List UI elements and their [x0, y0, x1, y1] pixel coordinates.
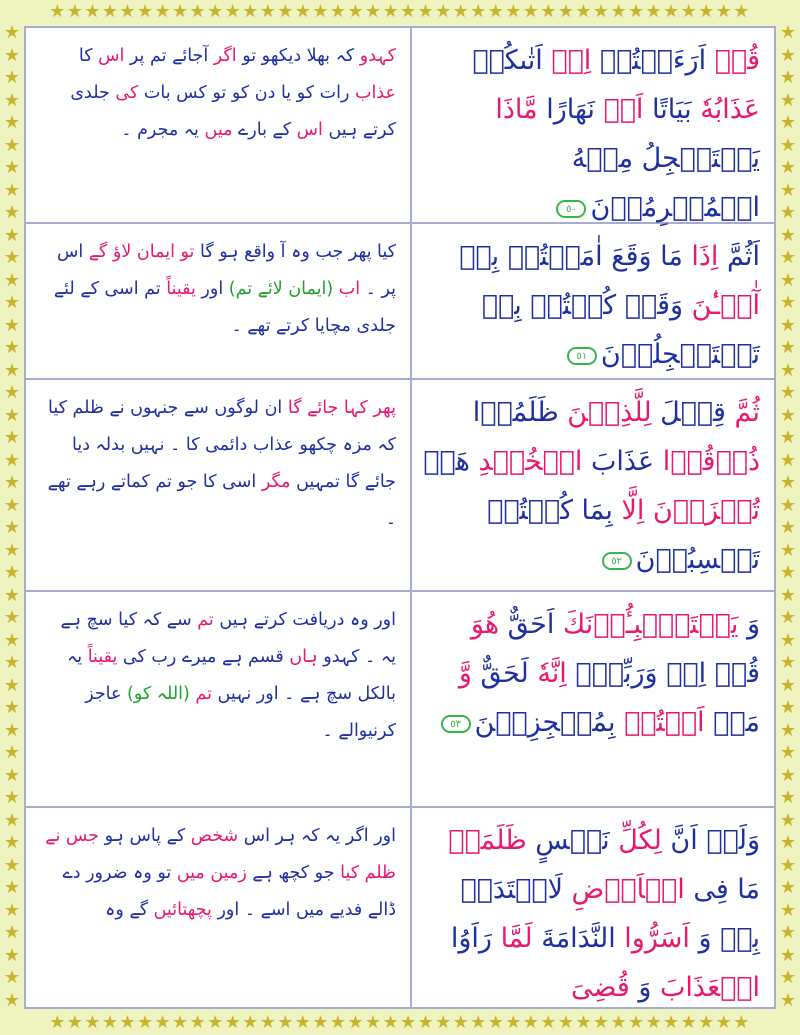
arabic-word: رَاَوُا — [450, 923, 492, 954]
urdu-phrase: تم — [189, 684, 212, 704]
arabic-word: اَنۡتُمۡ — [615, 707, 705, 738]
left-star-border: ★★★★★★★★★★★★★★★★★★★★★★★★★★★★★★★★★★★★★★★★★★★★ — [3, 22, 21, 1011]
urdu-phrase: آجائے تم پر — [124, 46, 209, 66]
urdu-translation-cell — [26, 28, 412, 222]
urdu-translation — [42, 602, 396, 750]
arabic-word: لِكُلِّ — [609, 825, 662, 856]
arabic-word: مَاۤ — [704, 707, 760, 738]
arabic-word: مَا وَقَعَ اٰمَنۡتُمۡ بِهٖ — [459, 241, 683, 272]
urdu-phrase: تو وہ ضرور دے ڈالے فدیے میں اسے ۔ اور — [62, 863, 396, 920]
urdu-phrase: جس نے ظلم کیا — [45, 826, 396, 883]
arabic-word: اِنۡ — [542, 45, 592, 76]
arabic-word: وَّ — [458, 658, 472, 689]
bottom-star-border: ★★★★★★★★★★★★★★★★★★★★★★★★★★★★★★★★★★★★★★★★ — [49, 1012, 751, 1033]
urdu-phrase: اگر — [208, 46, 237, 66]
arabic-word: اَرَءَيۡتُمۡ — [591, 45, 707, 76]
arabic-word: لَحَقٌّ — [471, 658, 529, 689]
arabic-word: بِمَا — [572, 495, 613, 526]
arabic-verse-cell — [412, 28, 774, 222]
urdu-phrase: اسی کا جو تم کماتے رہے تھے ۔ — [47, 472, 396, 529]
arabic-verse — [422, 36, 760, 232]
urdu-phrase: اور — [195, 279, 224, 299]
urdu-phrase: جو کچھ ہے — [246, 863, 335, 883]
table-row — [26, 808, 774, 1007]
urdu-phrase: تم اسی کے لئے جلدی مچایا کرتے تھے ۔ — [53, 279, 396, 336]
arabic-word: كُنۡتُمۡ تَكۡسِبُوۡنَ — [487, 495, 760, 575]
urdu-phrase: کا — [78, 46, 93, 66]
arabic-word: عَذَابَ — [582, 446, 655, 477]
arabic-word: الۡاَرۡضِ — [562, 874, 685, 905]
arabic-word: وَ — [629, 972, 652, 1003]
urdu-phrase: اب — [333, 279, 361, 299]
arabic-word: النَّدَامَةَ — [532, 923, 616, 954]
urdu-phrase: گے وہ — [105, 900, 149, 920]
urdu-phrase: رات کو یا دن کو تو کس بات — [138, 83, 350, 103]
arabic-word: اَوۡ — [594, 94, 644, 125]
urdu-phrase: عاجز کرنیوالے ۔ — [85, 684, 396, 741]
urdu-phrase: شخص — [185, 826, 239, 846]
urdu-translation-cell — [26, 224, 412, 378]
arabic-word: هُوَ — [470, 609, 500, 640]
urdu-phrase: یہ بالکل سچ ہے ۔ اور نہیں — [67, 647, 396, 704]
urdu-phrase: (اللہ کو) — [121, 684, 190, 704]
ayah-number-marker: ٥١ — [567, 347, 597, 365]
arabic-verse — [422, 232, 760, 379]
urdu-translation — [42, 38, 396, 149]
arabic-word: نَفۡسٍ — [526, 825, 610, 856]
table-row — [26, 224, 774, 380]
arabic-word: الۡعَذَابَ — [651, 972, 760, 1003]
arabic-word: يَسۡتَنۡۢبِـُٔوۡنَكَ — [554, 609, 739, 640]
arabic-word: بَيَاتًا — [643, 94, 692, 125]
arabic-word: قُلۡ — [706, 45, 760, 76]
urdu-translation — [42, 234, 396, 345]
urdu-phrase: کیا پھر جب وہ آ واقع ہو گا — [194, 242, 396, 262]
urdu-phrase: پچھتائیں — [148, 900, 212, 920]
right-star-border: ★★★★★★★★★★★★★★★★★★★★★★★★★★★★★★★★★★★★★★★★★★★★ — [779, 22, 797, 1011]
urdu-phrase: تم — [191, 610, 214, 630]
urdu-phrase: قسم ہے میرے رب کی — [117, 647, 284, 667]
arabic-word: مَّاذَا — [495, 94, 538, 125]
arabic-word: آٰلۡـٰٔنَ — [683, 290, 760, 321]
urdu-phrase: کے بارے — [232, 120, 292, 140]
table-row — [26, 28, 774, 224]
ayah-number-marker: ٥٣ — [441, 715, 471, 733]
arabic-word: اِذَا — [682, 241, 719, 272]
arabic-word: نَهَارًا — [537, 94, 595, 125]
arabic-word: قِيۡلَ — [651, 397, 726, 428]
urdu-phrase: زمین میں — [171, 863, 247, 883]
arabic-verse-cell — [412, 808, 774, 1007]
arabic-word: اَتٰىكُمۡ — [472, 45, 543, 76]
arabic-word: اِلَّا — [612, 495, 645, 526]
arabic-verse-cell — [412, 592, 774, 806]
urdu-phrase: کی — [109, 83, 139, 103]
urdu-phrase: اور وہ دریافت کرتے ہیں — [213, 610, 396, 630]
arabic-word: يَسۡتَعۡجِلُ مِنۡهُ الۡمُجۡرِمُوۡنَ — [571, 143, 760, 223]
arabic-word: اِنَّهٗ — [528, 658, 567, 689]
arabic-verse — [422, 388, 760, 584]
arabic-verse — [422, 816, 760, 1012]
urdu-phrase: عذاب — [349, 83, 396, 103]
urdu-translation-cell — [26, 592, 412, 806]
arabic-word: تُجۡزَوۡنَ — [644, 495, 760, 526]
arabic-word: وَلَوۡ اَنَّ — [661, 825, 760, 856]
arabic-word: ثُمَّ — [725, 397, 760, 428]
arabic-word: وَرَبِّىۡۤ — [566, 658, 658, 689]
urdu-phrase: پھر کہا جائے گا — [282, 398, 396, 418]
arabic-word: قُلۡ اِىۡ — [657, 658, 760, 689]
ayah-number-marker: ٥٢ — [602, 552, 632, 570]
urdu-phrase: اور اگر یہ کہ ہر اس — [238, 826, 396, 846]
arabic-word: لَمَّا — [491, 923, 533, 954]
urdu-phrase: سے کہ کیا سچ ہے یہ ۔ کہدو — [60, 610, 396, 667]
urdu-phrase: کہ بھلا دیکھو تو — [236, 46, 355, 66]
urdu-phrase: یقیناً — [160, 279, 196, 299]
arabic-word: ظَلَمَتۡ — [448, 825, 527, 856]
urdu-phrase: کے پاس ہو — [99, 826, 186, 846]
urdu-phrase: ہاں — [283, 647, 318, 667]
urdu-phrase: جلدی کرتے ہیں — [70, 83, 396, 140]
urdu-phrase: اس — [92, 46, 125, 66]
arabic-verse-cell — [412, 380, 774, 590]
arabic-word: لِلَّذِيۡنَ — [558, 397, 652, 428]
arabic-word: بِمُعۡجِزِيۡنَ — [474, 707, 616, 738]
urdu-translation — [42, 818, 396, 929]
translation-table — [24, 26, 776, 1009]
urdu-phrase: (ایمان لائے تم) — [223, 279, 334, 299]
urdu-phrase: یہ مجرم ۔ — [121, 120, 199, 140]
table-row — [26, 380, 774, 592]
arabic-word: ظَلَمُوۡا — [472, 397, 559, 428]
urdu-phrase: کہدو — [354, 46, 396, 66]
arabic-word: اَسَرُّوا — [615, 923, 690, 954]
urdu-translation-cell — [26, 380, 412, 590]
top-star-border: ★★★★★★★★★★★★★★★★★★★★★★★★★★★★★★★★★★★★★★★★ — [49, 1, 751, 22]
urdu-phrase: ان لوگوں سے جنہوں نے ظلم کیا کہ مزہ چکھو عذاب دائمی کا ۔ نہیں بدلہ دیا جائے گا تمہیں — [48, 398, 396, 492]
urdu-phrase: اس پر ۔ — [56, 242, 396, 299]
urdu-translation-cell — [26, 808, 412, 1007]
urdu-phrase: مگر — [256, 472, 291, 492]
arabic-word: وَ — [738, 609, 760, 640]
table-row — [26, 592, 774, 808]
ayah-number-marker: ٥٠ — [556, 200, 586, 218]
arabic-word: اَحَقٌّ — [499, 609, 555, 640]
urdu-phrase: میں — [198, 120, 233, 140]
arabic-word: عَذَابُهٗ — [691, 94, 760, 125]
arabic-word: مَا فِى — [684, 874, 760, 905]
arabic-word: ذُوۡقُوۡا — [654, 446, 760, 477]
arabic-verse-cell — [412, 224, 774, 378]
arabic-word: وَقَدۡ كُنۡتُمۡ بِهٖ تَسۡتَعۡجِلُوۡنَ — [481, 290, 760, 370]
urdu-translation — [42, 390, 396, 538]
arabic-word: قُضِىَ — [570, 972, 630, 1003]
arabic-word: هَلۡ — [423, 446, 470, 477]
arabic-word: الۡخُلۡدِ — [469, 446, 583, 477]
arabic-verse — [422, 600, 760, 747]
urdu-phrase: اس — [291, 120, 323, 140]
arabic-word: لَافۡتَدَتۡ بِهٖ وَ — [460, 874, 760, 954]
urdu-phrase: یقیناً — [82, 647, 118, 667]
arabic-word: اَثُمَّ — [718, 241, 760, 272]
urdu-phrase: تو ایمان لاؤ گے — [83, 242, 195, 262]
